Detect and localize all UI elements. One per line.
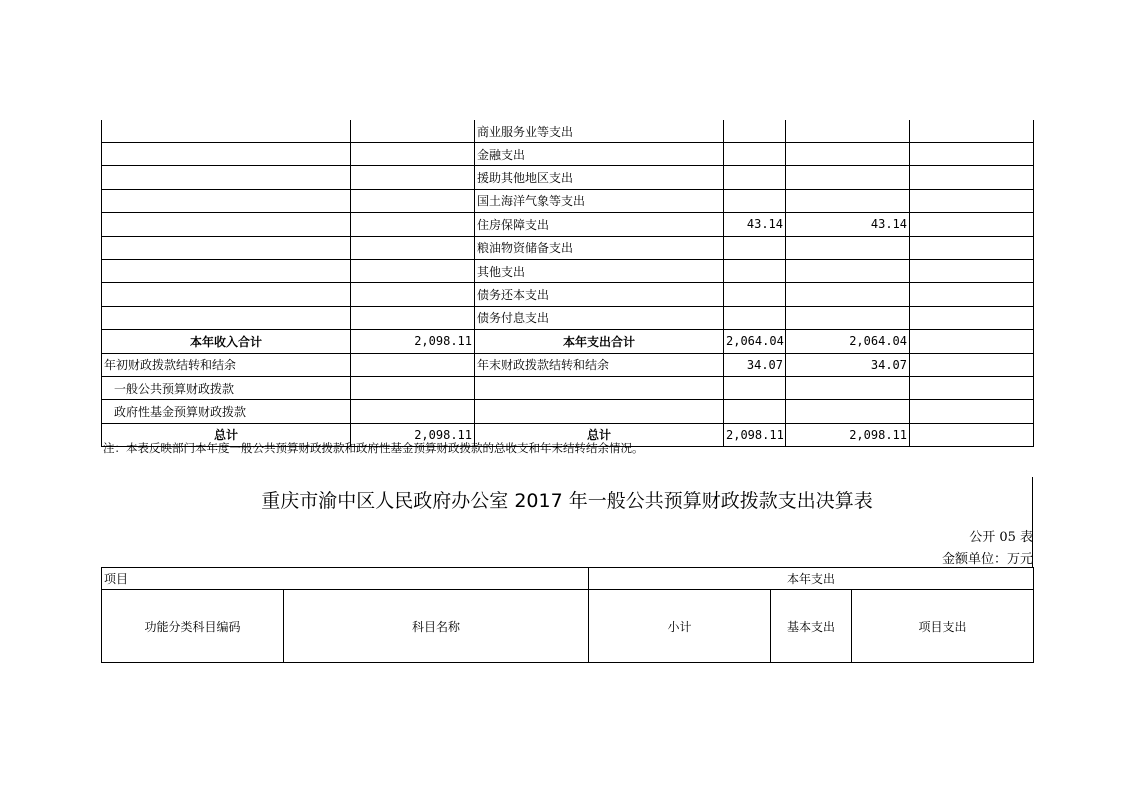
header-project: 项目 [102, 568, 589, 590]
col-function-code: 功能分类科目编码 [102, 590, 284, 663]
table-row: 金融支出 [102, 143, 1034, 166]
page-title: 重庆市渝中区人民政府办公室 2017 年一般公共预算财政拨款支出决算表 [261, 490, 873, 512]
table-row: 国土海洋气象等支出 [102, 189, 1034, 212]
col-subtotal: 小计 [589, 590, 771, 663]
income-expense-total-row: 本年收入合计 2,098.11 本年支出合计 2,064.04 2,064.04 [102, 330, 1034, 353]
table-note: 注：本表反映部门本年度一般公共预算财政拨款和政府性基金预算财政拨款的总收支和年末结转结余情况。 [103, 441, 644, 455]
income-total-label: 本年收入合计 [102, 330, 351, 353]
table-row: 债务还本支出 [102, 283, 1034, 306]
header-current-expense: 本年支出 [589, 568, 1034, 590]
form-number: 公开 05 表 [969, 530, 1033, 545]
table-row: 政府性基金预算财政拨款 [102, 400, 1034, 423]
table-row: 援助其他地区支出 [102, 166, 1034, 189]
table-row: 一般公共预算财政拨款 [102, 376, 1034, 399]
header-row-1 [102, 568, 1034, 590]
grand-total-row: 总计 2,098.11 总计 2,098.11 2,098.11 [102, 423, 1034, 446]
table-row: 其他支出 [102, 259, 1034, 282]
carryover-row: 年初财政拨款结转和结余 年末财政拨款结转和结余 34.07 34.07 [102, 353, 1034, 376]
table-row: 债务付息支出 [102, 306, 1034, 329]
income-total-value: 2,098.11 [351, 330, 475, 353]
col-subject-name: 科目名称 [284, 590, 589, 663]
col-project-expense: 项目支出 [852, 590, 1034, 663]
header-row-2 [102, 590, 1034, 663]
table-row: 粮油物资储备支出 [102, 236, 1034, 259]
col-basic-expense: 基本支出 [771, 590, 852, 663]
amount-unit: 金额单位：万元 [941, 552, 1033, 567]
income-expense-table [101, 120, 1034, 447]
table-row: 住房保障支出 43.14 43.14 [102, 213, 1034, 236]
table-row: 商业服务业等支出 [102, 120, 1034, 143]
expenditure-table [101, 567, 1034, 663]
expense-total-label: 本年支出合计 [475, 330, 724, 353]
